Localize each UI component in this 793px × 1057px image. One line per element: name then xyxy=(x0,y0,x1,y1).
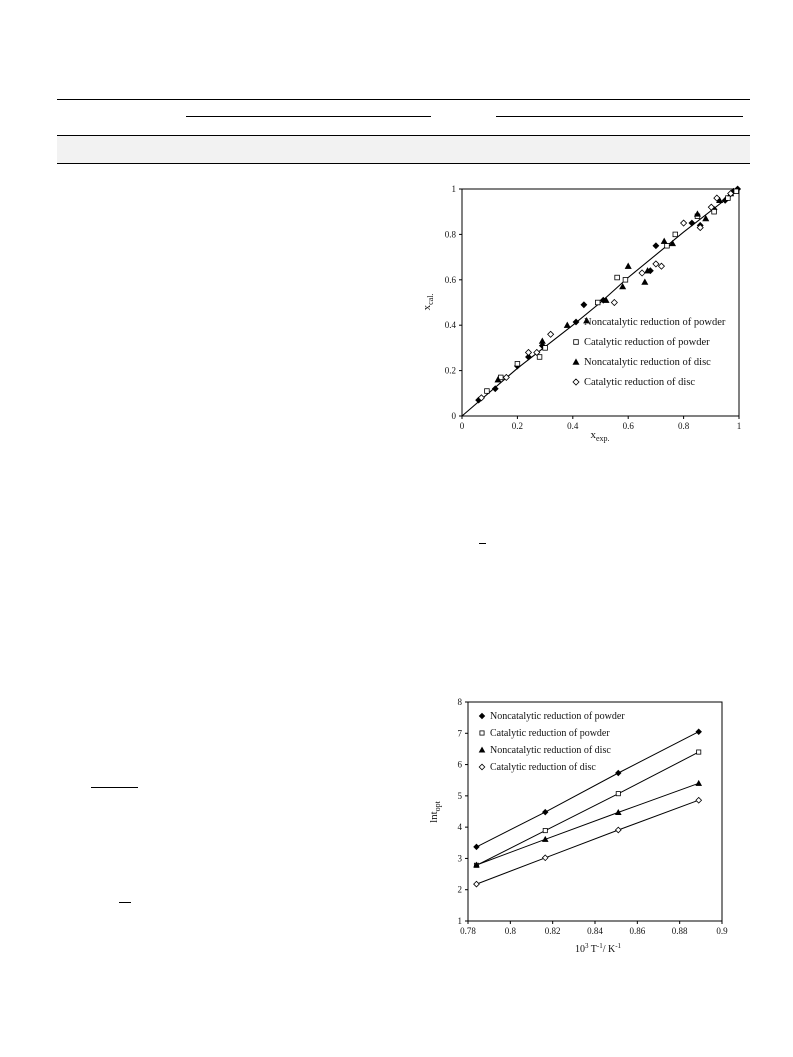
data-point-series-1 xyxy=(492,386,498,392)
data-point-series-4 xyxy=(542,855,548,861)
table-bottom-rule xyxy=(57,163,750,164)
legend-marker-series-1 xyxy=(479,713,485,719)
y-tick-label: 7 xyxy=(457,728,462,739)
data-point-series-2 xyxy=(673,232,678,237)
data-point-series-4 xyxy=(474,881,480,887)
x-tick-label: 0.2 xyxy=(511,421,524,431)
data-point-series-4 xyxy=(525,349,531,355)
table-top-rule xyxy=(57,99,750,100)
legend-label-series-2: Catalytic reduction of powder xyxy=(584,337,710,348)
data-point-series-3 xyxy=(696,781,702,786)
data-point-series-2 xyxy=(485,389,490,394)
y-tick-label: 1 xyxy=(451,184,456,194)
x-tick-label: 0.88 xyxy=(671,926,688,936)
x-tick-label: 1 xyxy=(736,421,742,431)
data-point-series-2 xyxy=(537,355,542,360)
legend-label-series-2: Catalytic reduction of powder xyxy=(490,728,610,739)
data-point-series-3 xyxy=(539,338,545,343)
data-point-series-2 xyxy=(595,300,600,305)
data-point-series-3 xyxy=(564,322,570,327)
y-tick-label: 0 xyxy=(451,411,456,421)
y-tick-label: 0.4 xyxy=(444,320,456,331)
data-point-series-4 xyxy=(548,331,554,337)
legend-label-series-1: Noncatalytic reduction of powder xyxy=(584,317,726,328)
legend-marker-series-3 xyxy=(479,747,485,752)
data-point-series-1 xyxy=(615,770,621,776)
data-point-series-3 xyxy=(661,238,667,243)
data-point-series-4 xyxy=(681,220,687,226)
legend-marker-series-3 xyxy=(573,359,579,364)
data-point-series-2 xyxy=(712,209,717,214)
data-point-series-2 xyxy=(734,189,739,194)
x-tick-label: 0.8 xyxy=(677,421,690,431)
data-point-series-4 xyxy=(658,263,664,269)
table-row-band xyxy=(57,136,750,163)
data-point-series-2 xyxy=(543,346,548,351)
legend-label-series-3: Noncatalytic reduction of disc xyxy=(490,745,611,756)
data-point-series-1 xyxy=(696,729,702,735)
y-tick-label: 0.2 xyxy=(444,365,456,376)
y-axis-label: lnt$_{opt}$ xyxy=(428,801,442,823)
x-tick-label: 0.84 xyxy=(587,926,603,936)
parity-scatter-svg xyxy=(412,176,752,456)
y-tick-label: 6 xyxy=(457,759,462,770)
data-point-series-2 xyxy=(543,828,547,832)
legend-label-series-1: Noncatalytic reduction of powder xyxy=(490,711,625,722)
x-tick-label: 0.6 xyxy=(622,421,634,431)
fraction-bar xyxy=(119,902,131,903)
data-point-series-3 xyxy=(625,263,631,268)
y-tick-label: 1 xyxy=(457,916,462,926)
table-group-rule-left xyxy=(186,116,431,117)
x-tick-label: 0.86 xyxy=(629,926,646,936)
y-tick-label: 4 xyxy=(457,822,462,833)
legend-marker-series-4 xyxy=(479,764,485,770)
data-point-series-4 xyxy=(696,797,702,803)
parity-scatter-chart xyxy=(412,176,752,456)
x-tick-label: 0.4 xyxy=(567,421,579,431)
data-point-series-3 xyxy=(642,279,648,284)
y-tick-label: 2 xyxy=(457,884,462,895)
legend-label-series-4: Catalytic reduction of disc xyxy=(584,377,696,388)
data-point-series-1 xyxy=(581,302,587,308)
arrhenius-line-chart xyxy=(412,694,752,964)
x-tick-label: 0.9 xyxy=(716,926,728,936)
legend-marker-series-4 xyxy=(573,379,579,385)
legend-marker-series-2 xyxy=(574,340,579,345)
y-tick-label: 0.6 xyxy=(444,274,456,285)
series-line-3 xyxy=(477,783,699,865)
y-tick-label: 0.8 xyxy=(444,229,456,240)
x-tick-label: 0 xyxy=(459,421,465,431)
y-tick-label: 8 xyxy=(457,697,462,707)
data-point-series-1 xyxy=(474,844,480,850)
x-tick-label: 0.78 xyxy=(460,926,476,936)
legend-marker-series-2 xyxy=(480,731,484,735)
y-axis-label: $x_{cal.}$ xyxy=(421,293,435,311)
data-point-series-4 xyxy=(611,300,617,306)
data-point-series-4 xyxy=(615,827,621,833)
x-tick-label: 0.82 xyxy=(544,926,561,936)
data-point-series-2 xyxy=(665,243,670,248)
legend-label-series-4: Catalytic reduction of disc xyxy=(490,762,596,773)
legend-label-series-3: Noncatalytic reduction of disc xyxy=(584,357,711,368)
fraction-bar xyxy=(91,787,138,788)
data-point-series-4 xyxy=(653,261,659,267)
data-point-series-2 xyxy=(726,196,731,201)
data-point-series-2 xyxy=(616,792,620,796)
table-group-rule-right xyxy=(496,116,743,117)
arrhenius-line-svg xyxy=(412,694,752,964)
data-point-series-2 xyxy=(623,278,628,283)
data-point-series-1 xyxy=(542,809,548,815)
data-point-series-2 xyxy=(515,361,520,366)
data-point-series-2 xyxy=(697,750,701,754)
data-point-series-1 xyxy=(653,243,659,249)
series-line-4 xyxy=(477,800,699,884)
x-axis-label: $10^3$ $T^{-1}/$ $K^{-1}$ xyxy=(574,942,622,955)
data-point-series-1 xyxy=(689,220,695,226)
y-tick-label: 3 xyxy=(457,853,462,864)
x-axis-label: $x_{exp.}$ xyxy=(590,429,610,443)
fraction-bar xyxy=(479,543,486,544)
y-tick-label: 5 xyxy=(457,790,462,801)
data-point-series-4 xyxy=(639,270,645,276)
x-tick-label: 0.8 xyxy=(504,926,516,936)
data-point-series-2 xyxy=(615,275,620,280)
